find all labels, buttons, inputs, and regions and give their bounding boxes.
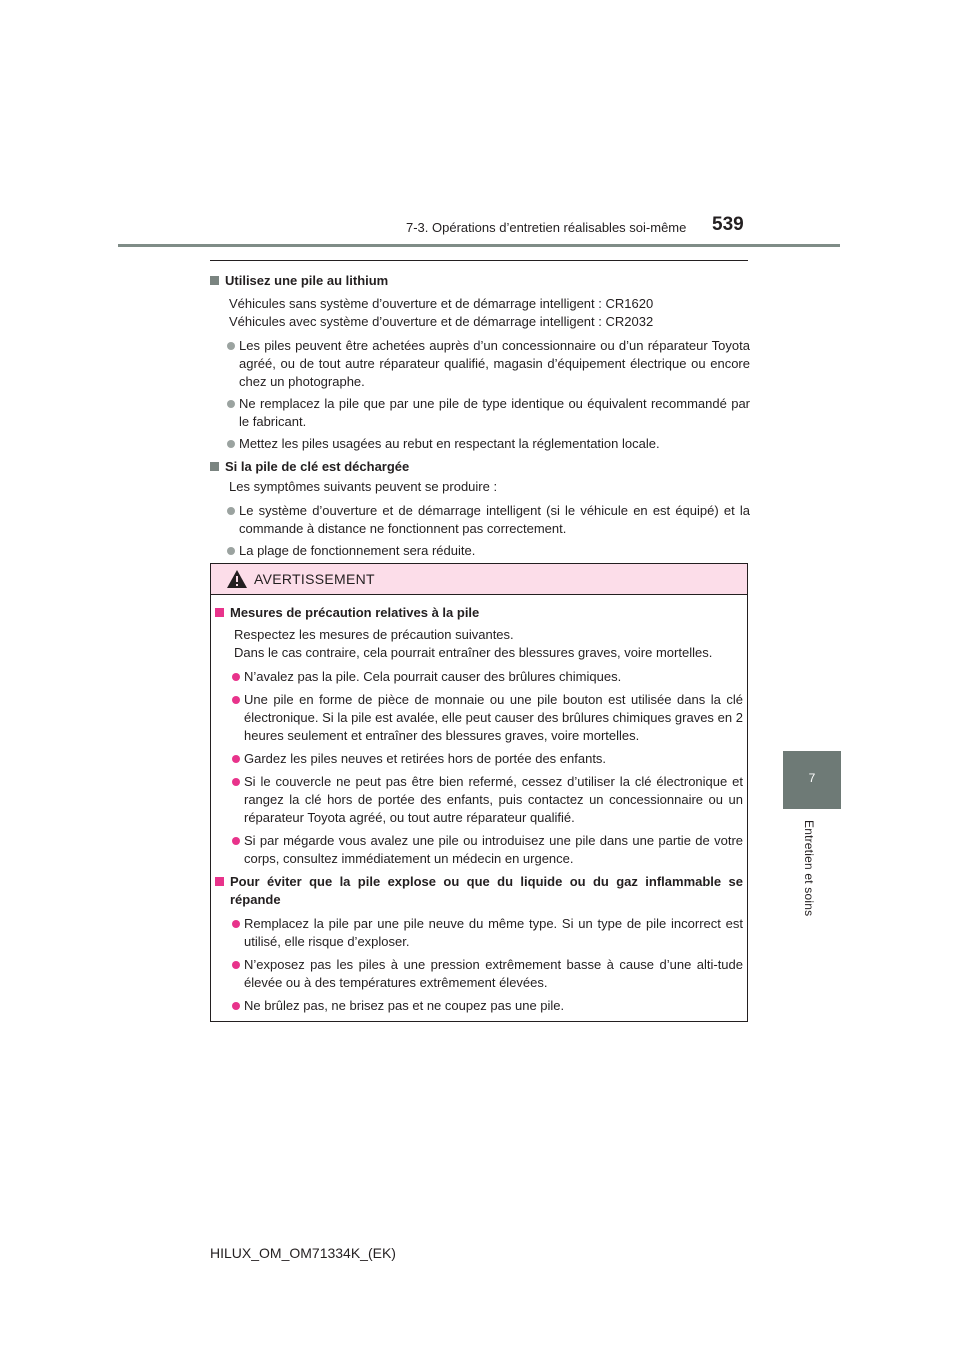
list-item <box>210 395 750 431</box>
paragraph: Véhicules avec système d’ouverture et de démarrage intelligent : CR2032 <box>229 314 654 329</box>
list-item <box>215 773 743 827</box>
section-heading-text: Pour éviter que la pile explose ou que du liquide ou du gaz inflammable se répande <box>230 874 743 907</box>
page-number: 539 <box>712 214 744 235</box>
circle-bullet-icon <box>232 755 240 763</box>
main-content <box>210 268 750 560</box>
list-item-text: Ne brûlez pas, ne brisez pas et ne coupez pas une pile. <box>244 998 565 1013</box>
circle-bullet-icon <box>232 837 240 845</box>
section-heading <box>215 604 743 622</box>
circle-bullet-icon <box>227 342 235 350</box>
circle-bullet-icon <box>232 920 240 928</box>
circle-bullet-icon <box>232 673 240 681</box>
circle-bullet-icon <box>232 696 240 704</box>
section-heading-text: Si la pile de clé est déchargée <box>225 459 410 474</box>
warning-body <box>215 604 743 1015</box>
list-item-text: Les piles peuvent être achetées auprès d’un concessionnaire ou d’un réparateur Toyota agréé, ou de tout autre réparateur qualifié, magasin d’équipement électrique ou encore chez un photographe. <box>239 338 750 389</box>
circle-bullet-icon <box>227 440 235 448</box>
circle-bullet-icon <box>227 547 235 555</box>
list-item <box>215 691 743 745</box>
section-heading-text: Utilisez une pile au lithium <box>225 273 389 288</box>
paragraph: Les symptômes suivants peuvent se produire : <box>229 479 498 494</box>
list-item <box>215 915 743 951</box>
circle-bullet-icon <box>227 507 235 515</box>
list-item-text: Mettez les piles usagées au rebut en respectant la réglementation locale. <box>239 436 660 451</box>
circle-bullet-icon <box>232 961 240 969</box>
list-item-text: Ne remplacez la pile que par une pile de type identique ou équivalent recommandé par le fabricant. <box>239 396 750 429</box>
list-item-text: Remplacez la pile par une pile neuve du même type. Si un type de pile incorrect est utilisé, elle risque d’exploser. <box>244 916 743 949</box>
list-item <box>215 668 743 686</box>
warning-triangle-icon <box>226 569 248 589</box>
warning-box <box>210 563 748 1022</box>
list-item-text: La plage de fonctionnement sera réduite. <box>239 543 476 558</box>
list-item <box>215 956 743 992</box>
list-item <box>210 435 750 453</box>
warning-title: AVERTISSEMENT <box>254 571 375 587</box>
chapter-tab <box>783 751 841 809</box>
list-item <box>210 502 750 538</box>
paragraph: Dans le cas contraire, cela pourrait entraîner des blessures graves, voire mortelles. <box>234 645 713 660</box>
list-item-text: Si le couvercle ne peut pas être bien refermé, cessez d’utiliser la clé électronique et rangez la clé hors de portée des enfants, puis contactez un concessionnaire ou un réparateur Toyota agréé, ou tout autre réparateur qualifié. <box>244 774 743 825</box>
list-item-text: Si par mégarde vous avalez une pile ou introduisez une pile dans une partie de votre corps, consultez immédiatement un médecin en urgence. <box>244 833 743 866</box>
section-heading <box>215 873 743 909</box>
square-bullet-icon <box>210 276 219 285</box>
section-title: 7-3. Opérations d’entretien réalisables soi-même <box>406 220 687 235</box>
list-item <box>215 750 743 768</box>
list-item <box>210 337 750 391</box>
list-item-text: Gardez les piles neuves et retirées hors de portée des enfants. <box>244 751 607 766</box>
circle-bullet-icon <box>227 400 235 408</box>
content-top-rule <box>210 260 748 261</box>
circle-bullet-icon <box>232 1002 240 1010</box>
chapter-label: Entretien et soins <box>802 820 816 917</box>
square-bullet-icon <box>215 877 224 886</box>
list-item-text: Le système d’ouverture et de démarrage intelligent (si le véhicule en est équipé) et la commande à distance ne fonctionnent pas correctement. <box>239 503 750 536</box>
chapter-number: 7 <box>808 771 816 785</box>
square-bullet-icon <box>210 462 219 471</box>
warning-header <box>211 564 747 595</box>
section-heading-text: Mesures de précaution relatives à la pile <box>230 605 480 620</box>
list-item-text: Une pile en forme de pièce de monnaie ou une pile bouton est utilisée dans la clé électronique. Si la pile est avalée, elle peut causer des brûlures chimiques graves en 2 heures seulement et entraîner des blessures graves, voire mortelles. <box>244 692 743 743</box>
list-item <box>210 542 750 560</box>
section-heading <box>210 458 750 476</box>
list-item <box>215 832 743 868</box>
circle-bullet-icon <box>232 778 240 786</box>
paragraph: Respectez les mesures de précaution suivantes. <box>234 627 514 642</box>
list-item-text: N’exposez pas les piles à une pression extrêmement basse à cause d’une alti-tude élevée ou à des températures extrêmement élevées. <box>244 957 743 990</box>
paragraph: Véhicules sans système d’ouverture et de démarrage intelligent : CR1620 <box>229 296 654 311</box>
square-bullet-icon <box>215 608 224 617</box>
list-item <box>215 997 743 1015</box>
header-rule <box>118 244 840 247</box>
document-code: HILUX_OM_OM71334K_(EK) <box>210 1245 396 1261</box>
section-heading <box>210 272 750 290</box>
list-item-text: N’avalez pas la pile. Cela pourrait causer des brûlures chimiques. <box>244 669 622 684</box>
